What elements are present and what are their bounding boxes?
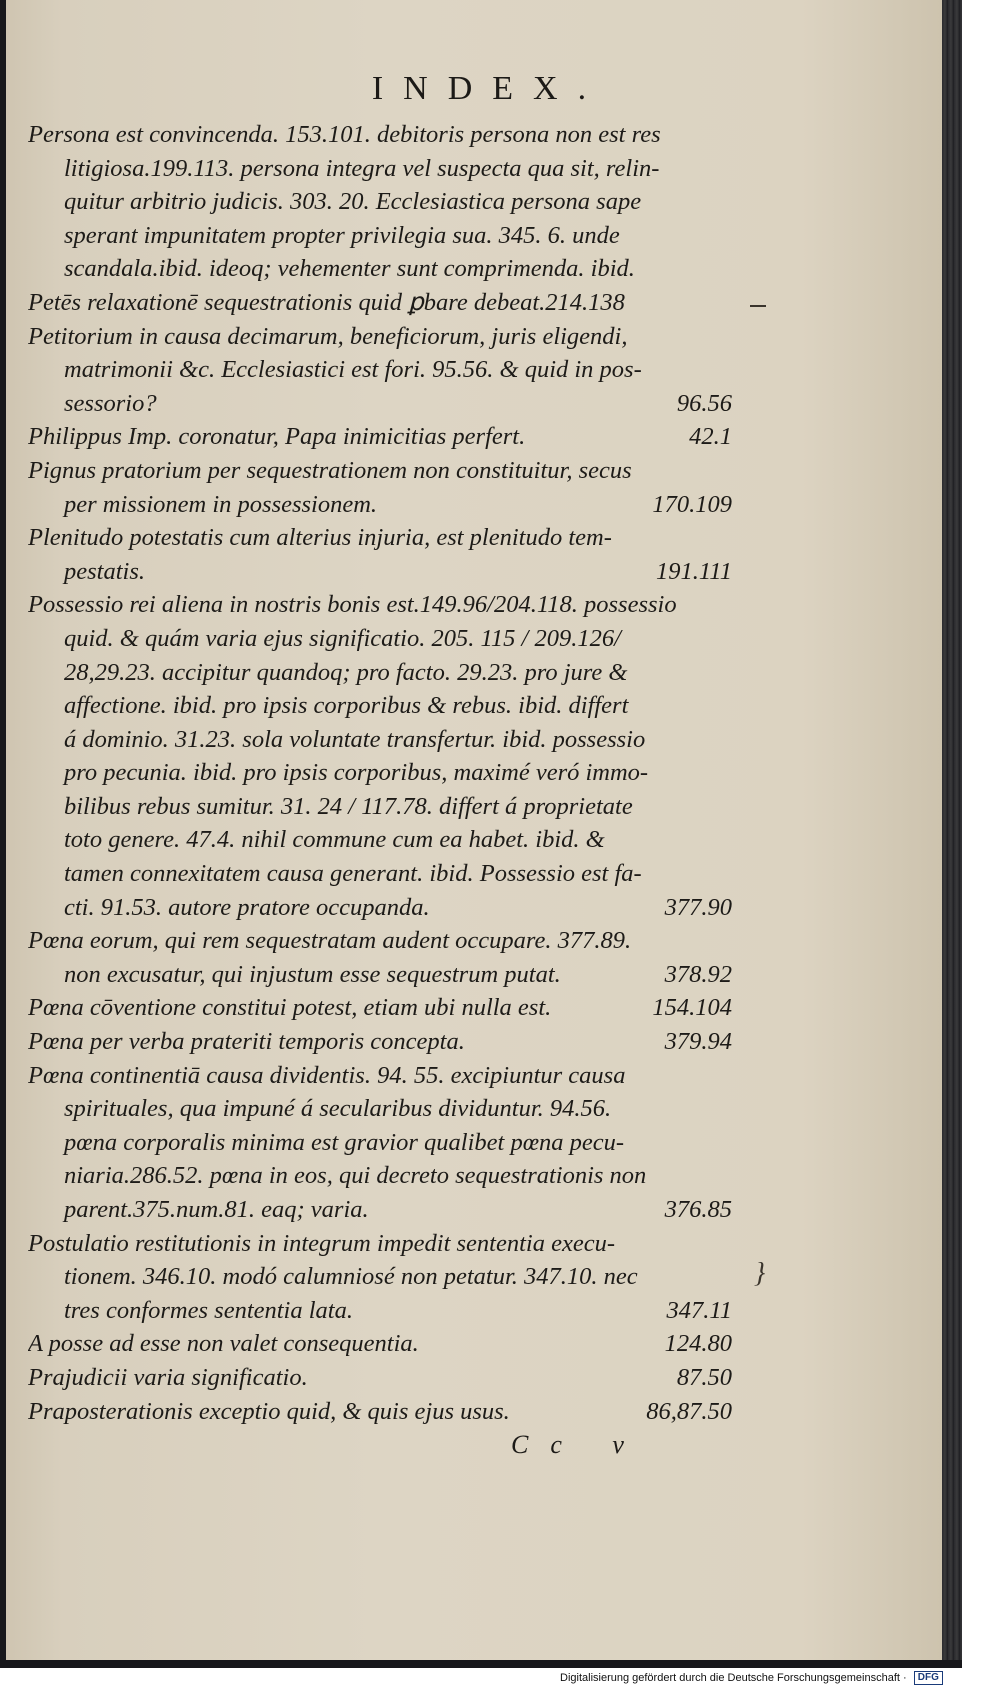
index-entry (28, 286, 738, 320)
entry-line (28, 1025, 738, 1059)
entry-text: Prajudicii varia significatio. (28, 1363, 308, 1391)
entry-line (28, 1395, 738, 1429)
page-header: INDEX. (371, 70, 607, 107)
entry-line: scandala.ibid. ideoq; vehementer sunt comprimenda. ibid. (64, 255, 635, 283)
entry-line: Postulatio restitutionis in integrum impedit sententia execu- (28, 1229, 616, 1257)
signature-mark: Cc v (511, 1430, 646, 1459)
entry-line: Pœna eorum, qui rem sequestratam audent occupare. 377.89. (28, 927, 632, 955)
page-edge (942, 0, 962, 1660)
entry-line: quid. & quám varia ejus significatio. 205. 115 / 209.126/ (64, 624, 621, 652)
entry-line: á dominio. 31.23. sola voluntate transfertur. ibid. possessio (64, 725, 646, 753)
footer-credit: Digitalisierung gefördert durch die Deutsche Forschungsgemeinschaft (560, 1671, 900, 1684)
margin-brace: } (754, 1258, 766, 1289)
page-reference: 96.56 (676, 389, 732, 417)
entry-line: Persona est convincenda. 153.101. debitoris persona non est res (28, 121, 661, 148)
index-entry (28, 1395, 738, 1429)
entry-line (28, 958, 738, 992)
entry-line: Petitorium in causa decimarum, beneficiorum, juris eligendi, (28, 322, 628, 350)
page-reference: 347.11 (666, 1296, 732, 1324)
entry-line: spirituales, qua impuné á secularibus dividuntur. 94.56. (64, 1095, 612, 1123)
entry-line: Possessio rei aliena in nostris bonis est.149.96/204.118. possessio (28, 591, 677, 619)
entry-line (28, 1294, 738, 1328)
entry-text: A posse ad esse non valet consequentia. (28, 1330, 419, 1358)
entry-text: Philippus Imp. coronatur, Papa inimicitias perfert. (28, 423, 526, 451)
entry-line: quitur arbitrio judicis. 303. 20. Ecclesiastica persona sape (64, 188, 642, 216)
book-page (6, 0, 942, 1660)
digitization-footer: Digitalisierung gefördert durch die Deutsche Forschungsgemeinschaft · DFG (560, 1671, 943, 1685)
page-reference: 378.92 (664, 960, 732, 988)
entry-line: tionem. 346.10. modó calumniosé non petatur. 347.10. nec (64, 1263, 638, 1291)
entry-line: Plenitudo potestatis cum alterius injuria, est plenitudo tem- (28, 524, 612, 552)
entry-line: affectione. ibid. pro ipsis corporibus & rebus. ibid. differt (64, 692, 629, 720)
entry-line: litigiosa.199.113. persona integra vel suspecta qua sit, relin- (64, 154, 660, 182)
entry-line: Petēs relaxationē sequestrationis quid ꝑbare debeat.214.138 (28, 288, 625, 316)
entry-line (28, 488, 738, 522)
entry-line: pœna corporalis minima est gravior qualibet pœna pecu- (64, 1128, 625, 1156)
page-reference: 376.85 (664, 1196, 732, 1223)
entry-text: cti. 91.53. autore pratore occupanda. (64, 893, 430, 921)
entry-line: toto genere. 47.4. nihil commune cum ea habet. ibid. & (64, 826, 605, 854)
entry-line: niaria.286.52. pœna in eos, qui decreto sequestrationis non (64, 1162, 647, 1190)
entry-line: sperant impunitatem propter privilegia sua. 345. 6. unde (64, 221, 620, 249)
index-entry (28, 1025, 738, 1059)
page-reference: 191.111 (656, 557, 732, 585)
entry-line (28, 420, 738, 454)
index-entry (28, 420, 738, 454)
index-entry (28, 1059, 738, 1227)
entry-line: bilibus rebus sumitur. 31. 24 / 117.78. differt á proprietate (64, 792, 633, 820)
entry-text: Praposterationis exceptio quid, & quis ejus usus. (28, 1397, 510, 1425)
page-reference: 86,87.50 (646, 1397, 732, 1425)
entry-text: Pœna per verba prateriti temporis concepta. (28, 1028, 465, 1056)
index-entry (28, 991, 738, 1025)
page-reference: 377.90 (664, 893, 732, 921)
index-entry (28, 1361, 738, 1395)
index-entry (28, 1227, 738, 1328)
entry-line: Pœna continentiā causa dividentis. 94. 55. excipiuntur causa (28, 1061, 626, 1089)
entry-text: tres conformes sententia lata. (64, 1296, 353, 1324)
margin-mark (750, 305, 766, 307)
page-reference: 170.109 (652, 490, 732, 518)
index-entry (28, 320, 738, 421)
page-reference: 154.104 (652, 994, 732, 1022)
index-entry (28, 521, 738, 588)
entry-text: per missionem in possessionem. (64, 490, 378, 518)
page-reference: 87.50 (676, 1363, 732, 1391)
dfg-logo: DFG (914, 1671, 943, 1685)
entry-line: pro pecunia. ibid. pro ipsis corporibus, maximé veró immo- (64, 759, 649, 787)
entry-text: parent.375.num.81. eaq; varia. (64, 1196, 369, 1223)
entry-text: Pœna cōventione constitui potest, etiam ubi nulla est. (28, 994, 552, 1022)
page-reference: 42.1 (689, 423, 732, 451)
entry-line: 28,29.23. accipitur quandoq; pro facto. 29.23. pro jure & (64, 658, 628, 686)
index-entries (28, 118, 738, 1428)
entry-line (28, 1327, 738, 1361)
index-entry (28, 118, 738, 286)
entry-line: Pignus pratorium per sequestrationem non constituitur, secus (28, 456, 632, 484)
entry-line (28, 891, 738, 925)
index-entry (28, 454, 738, 521)
index-entry (28, 924, 738, 991)
entry-text: non excusatur, qui injustum esse sequestrum putat. (64, 960, 561, 988)
index-entry (28, 1327, 738, 1361)
entry-line (28, 991, 738, 1025)
page-reference: 124.80 (664, 1330, 732, 1358)
entry-text: pestatis. (64, 557, 145, 585)
entry-line: tamen connexitatem causa generant. ibid. Possessio est fa- (64, 860, 642, 888)
entry-line: matrimonii &c. Ecclesiastici est fori. 95.56. & quid in pos- (64, 356, 642, 384)
entry-line (28, 1193, 738, 1227)
index-entry (28, 588, 738, 924)
entry-line (28, 1361, 738, 1395)
entry-text: sessorio? (64, 389, 157, 417)
entry-line (28, 555, 738, 589)
entry-line (28, 387, 738, 421)
page-reference: 379.94 (664, 1028, 732, 1056)
